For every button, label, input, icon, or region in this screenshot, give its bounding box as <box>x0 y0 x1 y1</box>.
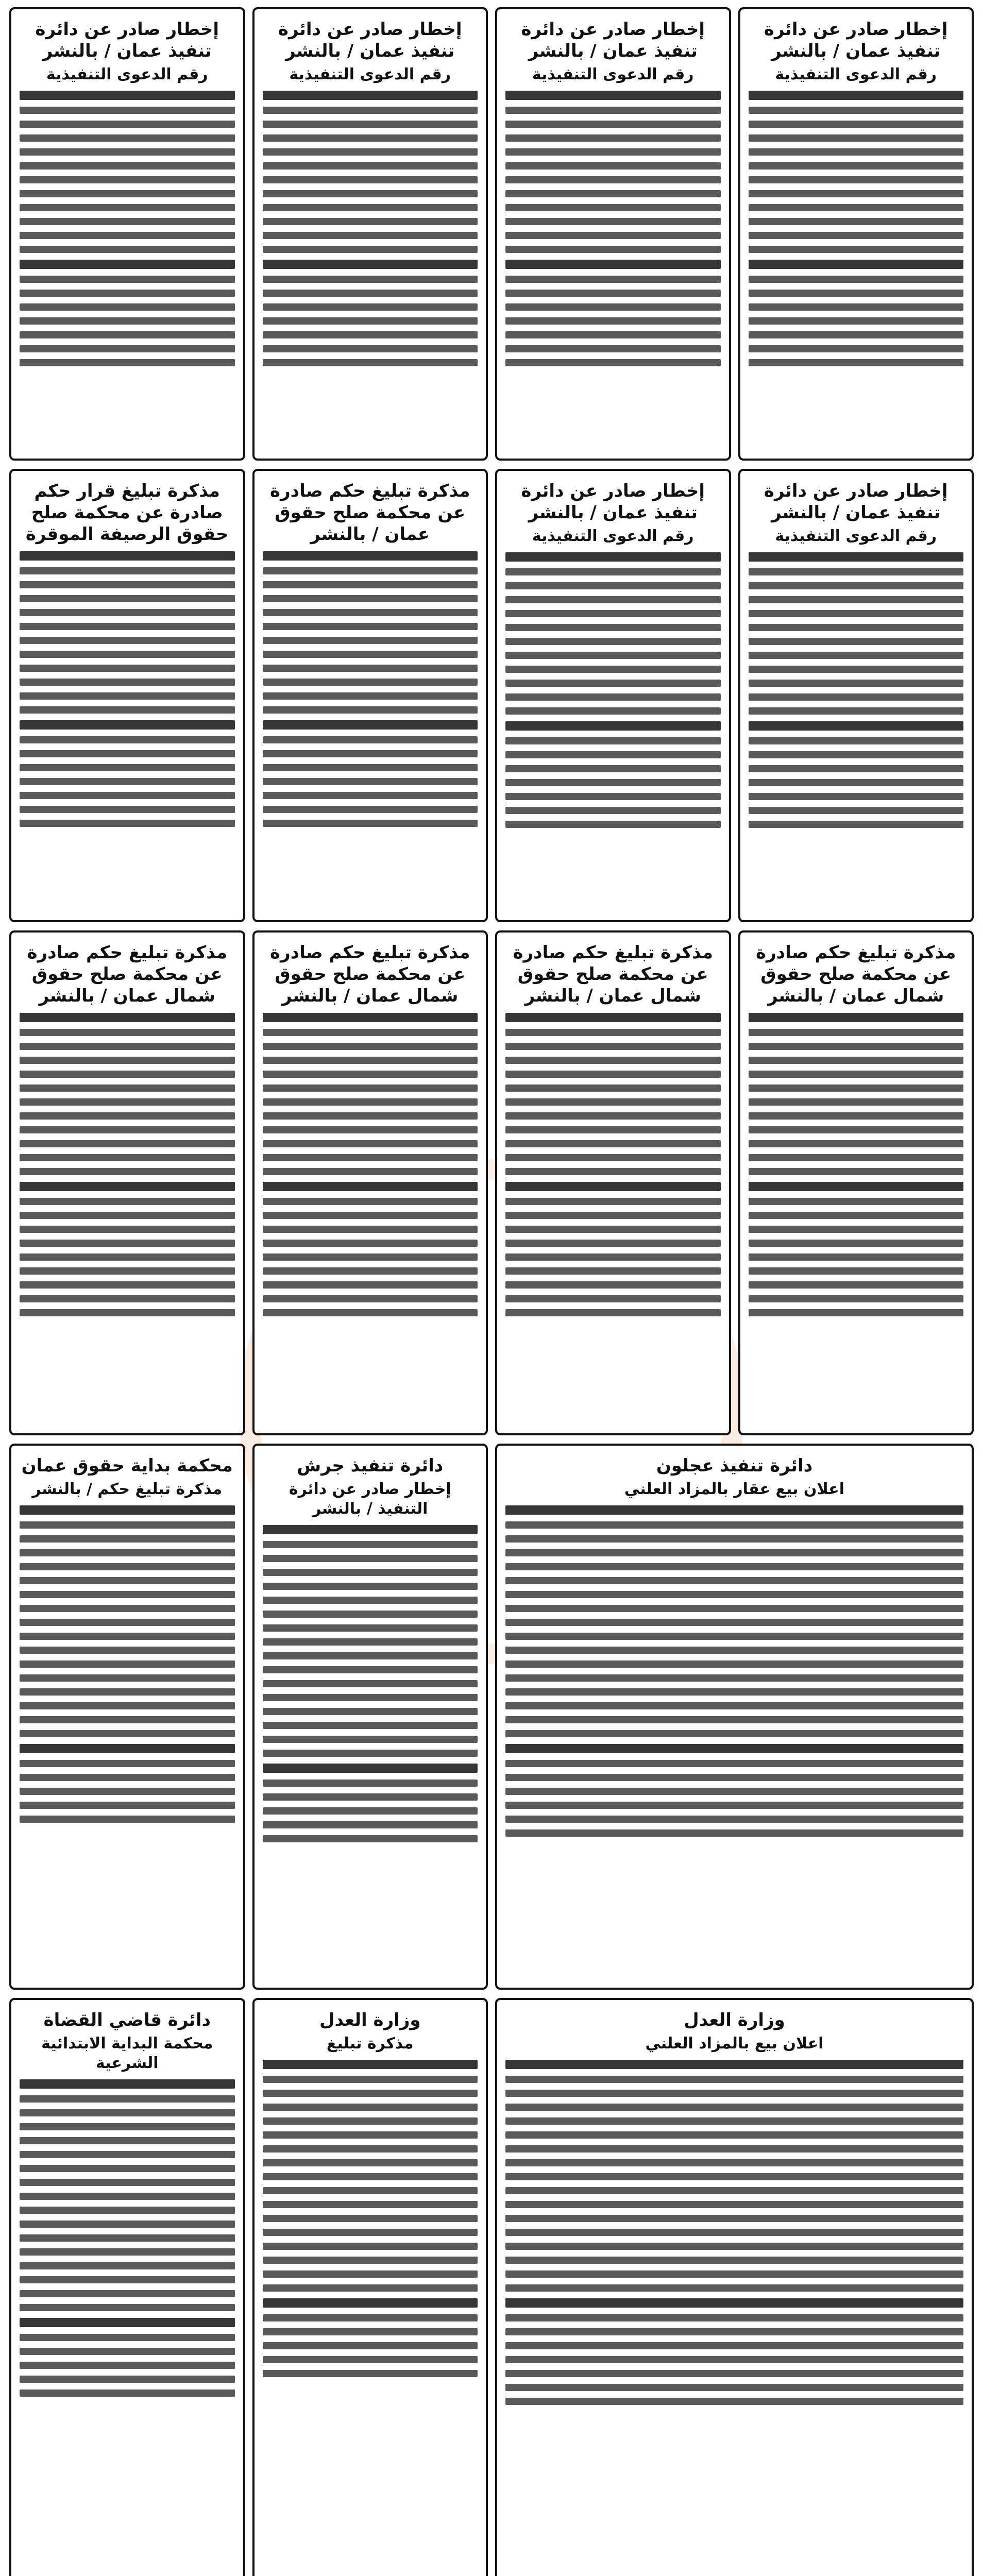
notice-subtitle: رقم الدعوى التنفيذية <box>775 527 937 545</box>
notice-title: مذكرة تبليغ حكم صادرة عن محكمة صلح حقوق شمال عمان / بالنشر <box>513 942 713 1006</box>
notice-box <box>495 1998 974 2576</box>
notice-title: إخطار صادر عن دائرة تنفيذ عمان / بالنشر <box>764 481 948 523</box>
notice-body <box>263 91 478 366</box>
notice-title: إخطار صادر عن دائرة تنفيذ عمان / بالنشر <box>35 19 219 61</box>
notice-body <box>20 551 235 827</box>
notice-body <box>20 91 235 366</box>
notice-subtitle: اعلان بيع عقار بالمزاد العلني <box>624 1480 845 1498</box>
notice-box <box>738 469 974 922</box>
notice-box <box>495 930 731 1435</box>
notice-box <box>252 1444 488 1990</box>
notice-box <box>9 469 245 922</box>
notice-body <box>20 2079 235 2397</box>
notice-title: إخطار صادر عن دائرة تنفيذ عمان / بالنشر <box>278 19 462 61</box>
notice-box <box>495 7 731 461</box>
notice-box <box>495 1444 974 1990</box>
notice-title: مذكرة تبليغ حكم صادرة عن محكمة صلح حقوق شمال عمان / بالنشر <box>27 942 227 1006</box>
notice-body <box>20 1505 235 1823</box>
notice-subtitle: اعلان بيع بالمزاد العلني <box>645 2035 824 2053</box>
notice-title: وزارة العدل <box>319 2010 421 2030</box>
notice-box <box>495 469 731 922</box>
notice-body <box>505 2060 963 2405</box>
notice-box <box>738 930 974 1435</box>
notice-subtitle: مذكرة تبليغ حكم / بالنشر <box>32 1480 223 1498</box>
notice-body <box>749 1013 964 1316</box>
notice-box <box>252 7 488 461</box>
notice-subtitle: رقم الدعوى التنفيذية <box>775 65 937 83</box>
notice-subtitle: رقم الدعوى التنفيذية <box>532 527 694 545</box>
notice-title: مذكرة تبليغ قرار حكم صادرة عن محكمة صلح حقوق الرصيفة الموقرة <box>25 481 229 545</box>
notice-title: وزارة العدل <box>684 2010 785 2030</box>
notice-body <box>749 552 964 828</box>
notice-body <box>263 2060 478 2377</box>
notice-body <box>505 1505 963 1837</box>
notice-title: مذكرة تبليغ حكم صادرة عن محكمة صلح حقوق عمان / بالنشر <box>270 481 470 545</box>
notice-subtitle: رقم الدعوى التنفيذية <box>289 65 451 83</box>
notice-title: دائرة قاضي القضاة <box>43 2010 211 2030</box>
notice-subtitle: رقم الدعوى التنفيذية <box>46 65 208 83</box>
notice-title: إخطار صادر عن دائرة تنفيذ عمان / بالنشر <box>521 481 705 523</box>
notice-title: دائرة تنفيذ عجلون <box>656 1455 813 1476</box>
notice-body <box>20 1013 235 1316</box>
notice-title: مذكرة تبليغ حكم صادرة عن محكمة صلح حقوق شمال عمان / بالنشر <box>756 942 956 1006</box>
notice-title: إخطار صادر عن دائرة تنفيذ عمان / بالنشر <box>521 19 705 61</box>
notice-box <box>252 930 488 1435</box>
notice-box <box>9 930 245 1435</box>
notice-body <box>263 1525 478 1842</box>
notice-subtitle: رقم الدعوى التنفيذية <box>532 65 694 83</box>
notice-box <box>738 7 974 461</box>
notice-body <box>505 552 721 828</box>
notice-box <box>252 1998 488 2576</box>
notice-box <box>9 1444 245 1990</box>
notice-body <box>749 91 964 366</box>
notice-title: إخطار صادر عن دائرة تنفيذ عمان / بالنشر <box>764 19 948 61</box>
notice-body <box>263 551 478 827</box>
notice-box <box>9 1998 245 2576</box>
notice-title: دائرة تنفيذ جرش <box>297 1455 444 1476</box>
notice-subtitle: إخطار صادر عن دائرة التنفيذ / بالنشر <box>289 1480 451 1518</box>
notice-subtitle: محكمة البداية الابتدائية الشرعية <box>41 2035 213 2072</box>
notice-body <box>505 1013 721 1316</box>
notice-body <box>263 1013 478 1316</box>
notice-subtitle: مذكرة تبليغ <box>326 2035 414 2053</box>
notices-grid <box>9 7 974 2576</box>
notice-box <box>9 7 245 461</box>
notice-box <box>252 469 488 922</box>
notice-title: مذكرة تبليغ حكم صادرة عن محكمة صلح حقوق شمال عمان / بالنشر <box>270 942 470 1006</box>
notice-title: محكمة بداية حقوق عمان <box>21 1455 233 1476</box>
notice-body <box>505 91 721 366</box>
